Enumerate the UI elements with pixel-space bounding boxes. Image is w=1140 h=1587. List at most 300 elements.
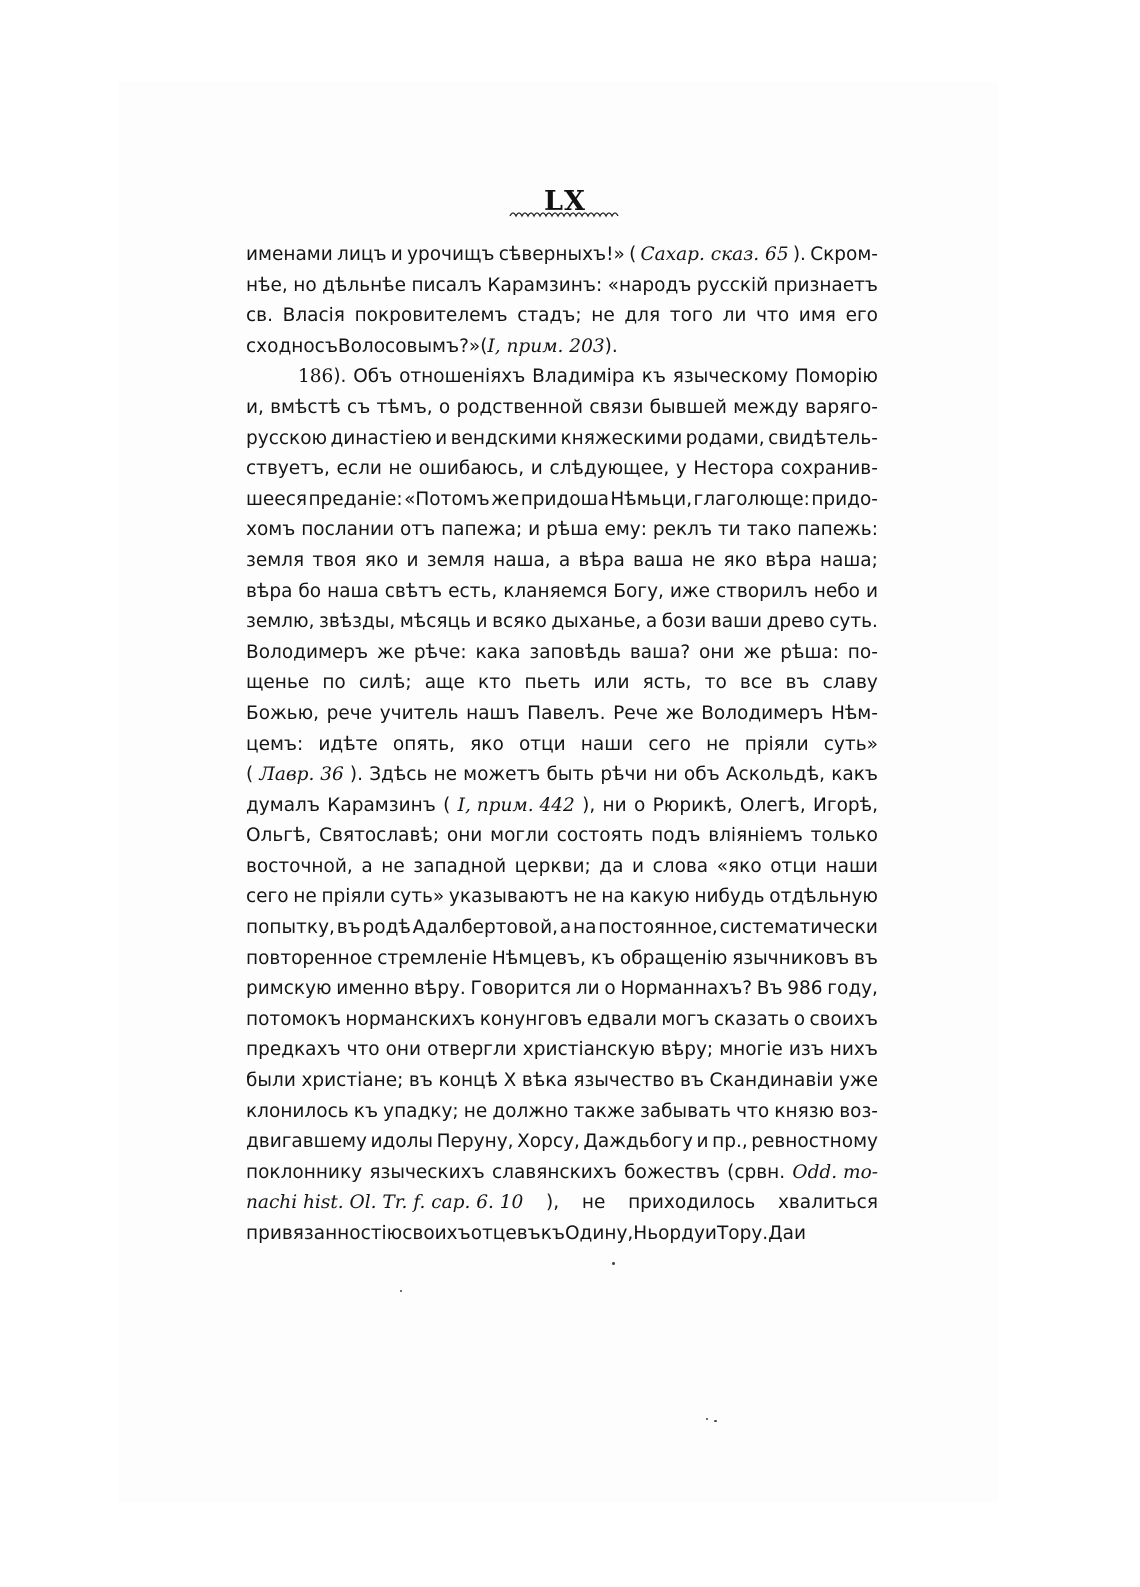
text-line [246, 944, 878, 975]
word: того [669, 305, 713, 327]
word: ваши [710, 611, 763, 633]
word: св. [246, 305, 273, 327]
word: ), [582, 794, 596, 816]
word: ошибаюсь, [418, 458, 525, 480]
word: обращенію [619, 947, 728, 969]
text-line [246, 760, 878, 791]
word: Олегѣ, [739, 794, 806, 816]
word: клонилось [246, 1100, 349, 1122]
word: и [390, 244, 403, 265]
word: ти [717, 519, 741, 541]
word: отдѣльную [769, 886, 878, 908]
word: вмѣстѣ [270, 396, 341, 418]
word: не [388, 458, 413, 480]
word: шееся [246, 488, 307, 510]
word: если [336, 458, 382, 480]
word: варяго- [805, 396, 878, 418]
word: но [293, 274, 317, 296]
word: ). [349, 764, 364, 786]
word: языческому [672, 366, 789, 388]
word: створилъ [715, 580, 808, 602]
word: уже [838, 1070, 878, 1092]
word: подъ [651, 825, 701, 847]
word: ваша? [629, 641, 691, 663]
word: о [438, 396, 451, 418]
text-line [246, 485, 878, 516]
word: «Потомъ [404, 488, 490, 510]
text-line [246, 791, 878, 822]
word: рѣчи [600, 764, 648, 786]
word: христiане; [301, 1070, 404, 1092]
text-line [246, 913, 878, 944]
word: Ньорду [633, 1223, 705, 1244]
word: въ [854, 947, 878, 969]
word: признаетъ [773, 274, 878, 296]
word: не [591, 305, 615, 327]
word: не [463, 1100, 488, 1122]
word: Павелъ. [527, 702, 606, 724]
word: всяко [492, 611, 547, 633]
word: они [446, 825, 483, 847]
word: рѣче: [413, 641, 467, 663]
word: систематически [719, 917, 878, 939]
word: божествъ [624, 1161, 720, 1183]
word: Хорсу, [517, 1131, 580, 1153]
text-line [246, 577, 878, 608]
word: есть, [448, 580, 498, 602]
word: рѣша [546, 519, 599, 541]
word: пріяли [744, 733, 809, 755]
word: Владиміра [532, 366, 635, 388]
paragraph-number: 186 [298, 366, 334, 388]
word: или [593, 672, 630, 694]
word: глаголюще: [693, 488, 810, 510]
word: а [361, 855, 373, 877]
word: быть [546, 764, 595, 786]
word: и [704, 1223, 717, 1244]
word: Здѣсь [369, 764, 428, 786]
word: урочищъ [407, 244, 495, 265]
word: же [491, 488, 520, 510]
word: восточной, [246, 855, 353, 877]
word: въ [679, 1070, 704, 1092]
word: ( [246, 764, 254, 786]
word: воз- [839, 1100, 878, 1122]
word: преданіе: [308, 488, 403, 510]
text-line [246, 1219, 878, 1250]
word: послании [301, 519, 395, 541]
word: многіе [719, 1039, 783, 1061]
word: слова [652, 855, 709, 877]
text-line [246, 1188, 878, 1219]
word: князю [774, 1100, 835, 1122]
text-line [246, 332, 878, 363]
word: земля [246, 549, 305, 571]
word: вѣру. [413, 978, 466, 1000]
word: христіанскую [522, 1039, 655, 1061]
word: наша; [819, 549, 878, 571]
word: то [704, 672, 727, 694]
word: вѣру; [660, 1039, 714, 1061]
word: Норманнахъ? [620, 978, 753, 1000]
word: попытку, [246, 917, 335, 939]
word: и [530, 458, 543, 480]
word: родами, [685, 427, 765, 449]
word: поклоннику [246, 1161, 363, 1183]
word: наша, [493, 549, 551, 571]
word: что [736, 1100, 770, 1122]
word: папежь: [797, 519, 878, 541]
word: своихъ [809, 1008, 878, 1030]
word: ему: [604, 519, 647, 541]
word: кланяемся [503, 580, 608, 602]
word: они [699, 641, 735, 663]
word: суть. [829, 611, 878, 633]
word: наша [327, 580, 379, 602]
word: русскій [696, 274, 769, 296]
word: Въ [756, 978, 783, 1000]
word: «яко [716, 855, 762, 877]
word: только [810, 825, 878, 847]
word: нашъ [466, 702, 520, 724]
word: ни [602, 794, 627, 816]
word: суть» [390, 886, 445, 908]
word: X [503, 1070, 517, 1092]
word: на [601, 886, 625, 908]
word: русскою [246, 427, 328, 449]
word: бывшей [649, 396, 727, 418]
word: отци [770, 855, 817, 877]
word: не [293, 886, 317, 908]
word: ни [653, 764, 678, 786]
word: щенье [246, 672, 310, 694]
word: вліяніемъ [708, 825, 803, 847]
word: идолы [370, 1131, 434, 1153]
word: не [706, 733, 730, 755]
word: все [739, 672, 773, 694]
text-line [246, 1097, 878, 1128]
word: думалъ [246, 794, 320, 816]
word: также [573, 1100, 635, 1122]
word: объ [683, 764, 720, 786]
word: сего [648, 733, 691, 755]
print-speck [612, 1262, 615, 1265]
word: и, [246, 396, 264, 418]
text-line [246, 1066, 878, 1097]
word: свидѣтель- [768, 427, 878, 449]
word: мѣсяць [399, 611, 472, 633]
word: Нѣмцевъ, [491, 947, 587, 969]
word: въ [336, 917, 361, 939]
word: а [645, 611, 658, 633]
word: сего [246, 886, 289, 908]
word: были [246, 1070, 296, 1092]
word: ( [480, 335, 488, 357]
word: кто [478, 672, 512, 694]
text-line [246, 974, 878, 1005]
word: пьеть [524, 672, 581, 694]
word: Нѣмьци, [610, 488, 693, 510]
word: дыханье, [551, 611, 642, 633]
word: какъ [831, 764, 878, 786]
word: Карамзинъ [327, 794, 436, 816]
word: двигавшему [246, 1131, 367, 1153]
word: яко [470, 733, 504, 755]
word: Тору. [716, 1223, 769, 1244]
word: же [743, 641, 772, 663]
word: и [632, 855, 645, 877]
word: пр., [712, 1131, 748, 1153]
word: Божью, [246, 702, 320, 724]
word: силѣ; [358, 672, 412, 694]
word: и [696, 1131, 709, 1153]
word: не [691, 549, 716, 571]
word: нихъ [829, 1039, 878, 1061]
body-text [246, 240, 878, 1250]
word: опять, [392, 733, 456, 755]
word: Рече [613, 702, 658, 724]
word: заповѣдь [529, 641, 621, 663]
word: же [665, 702, 694, 724]
word: не [381, 855, 405, 877]
word: въ [785, 672, 810, 694]
word: ). [333, 366, 347, 388]
word: Аскольдѣ, [725, 764, 826, 786]
word: ли [722, 305, 747, 327]
word: вендскими [450, 427, 558, 449]
word: Говорится [470, 978, 572, 1000]
word: Перуну, [436, 1131, 514, 1153]
word: сохранив- [780, 458, 878, 480]
text-line [246, 852, 878, 883]
word: должно [492, 1100, 569, 1122]
word: ствуетъ, [246, 458, 330, 480]
word: покровителемъ [354, 305, 508, 327]
word: о [633, 794, 646, 816]
word: а [558, 549, 571, 571]
word: указываютъ [448, 886, 569, 908]
word: Да [768, 1223, 794, 1244]
word: нибудь [694, 886, 765, 908]
word: Объ [353, 366, 393, 388]
word: что [346, 1039, 380, 1061]
text-line [246, 515, 878, 546]
citation-ref: Лавр. 36 [259, 764, 344, 786]
word: церкви; [514, 855, 591, 877]
word: отвергли [427, 1039, 517, 1061]
word: Одину, [564, 1223, 634, 1244]
word: придоша [520, 488, 609, 510]
word: ( [629, 244, 637, 265]
citation-ref: nachi hist. Ol. Tr. f. cap. 6. 10 [246, 1192, 524, 1214]
word: суть» [823, 733, 878, 755]
text-line [246, 882, 878, 913]
word: рече [326, 702, 373, 724]
word: о [793, 1008, 806, 1030]
word: вѣра [578, 549, 625, 571]
word: Скром- [810, 244, 878, 265]
text-line [246, 546, 878, 577]
word: ясть, [642, 672, 692, 694]
word: сходно [246, 335, 315, 357]
word: ), [546, 1192, 560, 1214]
word: привязанностію [246, 1223, 403, 1244]
word: забывать [639, 1100, 732, 1122]
word: на [572, 917, 597, 939]
paragraph [246, 240, 878, 362]
ornament-divider [508, 208, 620, 220]
word: ли [575, 978, 600, 1000]
text-line [246, 240, 878, 271]
word: дѣльнѣе [322, 274, 406, 296]
word: славянскихъ [491, 1161, 617, 1183]
text-line [246, 699, 878, 730]
word: же [376, 641, 406, 663]
word: конунговъ [479, 1008, 583, 1030]
word: учитель [379, 702, 459, 724]
word: земля [426, 549, 485, 571]
word: Ольгѣ, [246, 825, 312, 847]
word: что [756, 305, 790, 327]
word: Игорѣ, [813, 794, 878, 816]
word: своихъ [402, 1223, 471, 1244]
word: и [865, 580, 878, 602]
text-line [246, 1005, 878, 1036]
word: рѣша: [780, 641, 839, 663]
word: Власія [282, 305, 345, 327]
word: и [793, 1223, 806, 1244]
word: Володимеръ [246, 641, 369, 663]
word: кака [475, 641, 521, 663]
text-line [246, 1158, 878, 1189]
word: отъ [400, 519, 436, 541]
text-line [246, 638, 878, 669]
text-line [246, 393, 878, 424]
word: съ [314, 335, 338, 357]
word: ( [443, 794, 451, 816]
word: едвали [586, 1008, 658, 1030]
word: Володимеръ [701, 702, 824, 724]
word: тѣмъ, [376, 396, 433, 418]
word: отношеніяхъ [399, 366, 526, 388]
word: Скандинавіи [709, 1070, 834, 1092]
word: постоянное, [598, 917, 718, 939]
word: къ [353, 1100, 379, 1122]
word: Волосовымъ?» [337, 335, 481, 357]
word: для [624, 305, 661, 327]
word: предкахъ [246, 1039, 341, 1061]
word: княжескими [560, 427, 683, 449]
word: вѣра [246, 580, 293, 602]
word: повторенное [246, 947, 373, 969]
word: состоять [556, 825, 644, 847]
word: реклъ [652, 519, 713, 541]
word: концѣ [438, 1070, 499, 1092]
word: Богу, [613, 580, 664, 602]
word: яко [364, 549, 399, 571]
word: ). [604, 335, 618, 357]
word: именно [336, 978, 410, 1000]
word: бо [298, 580, 322, 602]
word: династіею [330, 427, 432, 449]
word: папежа; [441, 519, 523, 541]
citation-ref: Odd. mo- [792, 1161, 878, 1183]
text-line [246, 424, 878, 455]
word: къ [540, 1223, 565, 1244]
word: писалъ [411, 274, 482, 296]
print-speck [400, 1290, 402, 1292]
word: имя [798, 305, 836, 327]
text-line [246, 821, 878, 852]
word: отци [518, 733, 566, 755]
word: приходилось [628, 1192, 756, 1214]
citation-ref: I, прим. 203 [487, 335, 605, 357]
word: упадку; [383, 1100, 459, 1122]
paragraph [246, 362, 878, 1249]
text-line [246, 668, 878, 699]
word: о [604, 978, 616, 1000]
word: лицъ [337, 244, 387, 265]
word: «народъ [607, 274, 692, 296]
word: придо- [811, 488, 878, 510]
word: родѣ [362, 917, 411, 939]
word: язычество [573, 1070, 675, 1092]
word: стремленіе [377, 947, 488, 969]
word: сѣверныхъ!» [498, 244, 625, 265]
word: Адалбертовой, [412, 917, 558, 939]
word: землю, [246, 611, 315, 633]
word: римскую [246, 978, 332, 1000]
word: наши [580, 733, 634, 755]
word: Карамзинъ: [487, 274, 603, 296]
word: западной [413, 855, 507, 877]
word: съ [347, 396, 371, 418]
text-line [246, 454, 878, 485]
word: могли [490, 825, 549, 847]
word: звѣзды, [319, 611, 396, 633]
word: языческихъ [369, 1161, 485, 1183]
text-line [246, 301, 878, 332]
word: иже [669, 580, 710, 602]
word: ). [792, 244, 806, 265]
word: цемъ: [246, 733, 304, 755]
word: они [385, 1039, 422, 1061]
word: у [675, 458, 687, 480]
print-speck [706, 1418, 708, 1420]
word: хомъ [246, 519, 296, 541]
word: пріяли [321, 886, 386, 908]
word: ревностному [751, 1131, 878, 1153]
word: (срвн. [727, 1161, 786, 1183]
word: сказать [713, 1008, 790, 1030]
word: а [559, 917, 572, 939]
word: славу [822, 672, 878, 694]
word: можетъ [463, 764, 541, 786]
word: да [599, 855, 624, 877]
word: 986 [787, 978, 823, 1000]
text-line [246, 271, 878, 302]
word: слѣдующее, [549, 458, 670, 480]
citation-ref: I, прим. 442 [457, 794, 575, 816]
word: связи [589, 396, 644, 418]
word: нѣе, [246, 274, 288, 296]
word: потомокъ [246, 1008, 342, 1030]
word: и [435, 427, 448, 449]
word: по- [847, 641, 878, 663]
word: Нестора [693, 458, 775, 480]
page-number: LX [544, 186, 586, 217]
word: родственной [456, 396, 584, 418]
